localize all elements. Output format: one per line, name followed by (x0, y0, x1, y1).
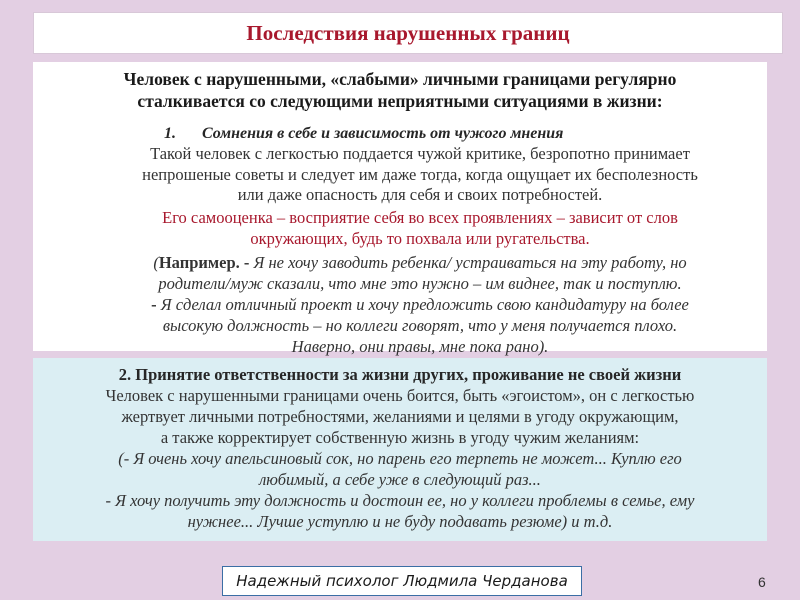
title-box (33, 12, 783, 54)
consequences-panel (33, 62, 767, 356)
item-1-examples (80, 252, 760, 357)
item-1-title: Сомнения в себе и зависимость от чужого мнения (202, 125, 564, 142)
lead-line-2: сталкивается со следующими неприятными ситуациями в жизни: (137, 91, 663, 111)
example-line-4: высокую должность – но коллеги говорят, что у меня получается плохо. (162, 315, 678, 335)
body-line-2: непрошеные советы и следует им даже тогда, когда ощущает их бесполезность (142, 164, 698, 184)
body-line-1: Такой человек с легкостью поддается чужой критике, безропотно принимает (150, 144, 690, 163)
item-2-examples (37, 448, 763, 532)
p2-example-line-1: (- Я очень хочу апельсиновый сок, но парень его терпеть не может... Куплю его (118, 449, 682, 468)
slide-title: Последствия нарушенных границ (246, 20, 570, 45)
item-1-heading (164, 124, 760, 144)
self-esteem-note (80, 207, 760, 249)
page-number: 6 (758, 574, 766, 590)
p2-line-1: Человек с нарушенными границами очень боится, быть «эгоистом», он с легкостью (105, 386, 695, 405)
p2-example-line-3: - Я хочу получить эту должность и достоин ее, но у коллеги проблемы в семье, ему (105, 491, 695, 510)
red-line-1: Его самооценка – восприятие себя во всех проявлениях – зависит от слов (162, 207, 678, 227)
example-line-5: Наверно, они правы, мне пока рано). (291, 336, 549, 356)
example-line-3: Я сделал отличный проект и хочу предложить свою кандидатуру на более (156, 294, 689, 314)
example-line-1: Я не хочу заводить ребенка/ устраиваться на эту работу, но (249, 252, 687, 272)
example-open-paren: ( (153, 252, 159, 272)
example-line-2: родители/муж сказали, что мне это нужно – им виднее, так и поступлю. (158, 273, 682, 293)
item-1-description (80, 144, 760, 206)
responsibility-panel (33, 358, 767, 541)
lead-line-1: Человек с нарушенными, «слабыми» личными границами регулярно (123, 69, 677, 89)
lead-text (40, 68, 760, 112)
item-2-heading: 2. Принятие ответственности за жизни других, проживание не своей жизни (118, 365, 682, 384)
body-line-3: или даже опасность для себя и своих потребностей. (237, 185, 603, 204)
p2-example-line-4: нужнее... Лучше уступлю и не буду подавать резюме) и т.д. (187, 512, 613, 531)
p2-line-2: жертвует личными потребностями, желаниями и целями в угоду окружающим, (121, 407, 679, 426)
example-label: Например. - (158, 252, 250, 272)
item-1-number: 1. (164, 125, 176, 142)
item-2-description (37, 385, 763, 448)
p2-line-3: а также корректирует собственную жизнь в угоду чужим желаниям: (160, 428, 640, 447)
example-dash: - (151, 294, 157, 314)
red-line-2: окружающих, будь то похвала или ругательства. (250, 228, 590, 248)
author-footer: Надежный психолог Людмила Черданова (222, 566, 582, 596)
p2-example-line-2: любимый, а себе уже в следующий раз... (259, 470, 541, 489)
